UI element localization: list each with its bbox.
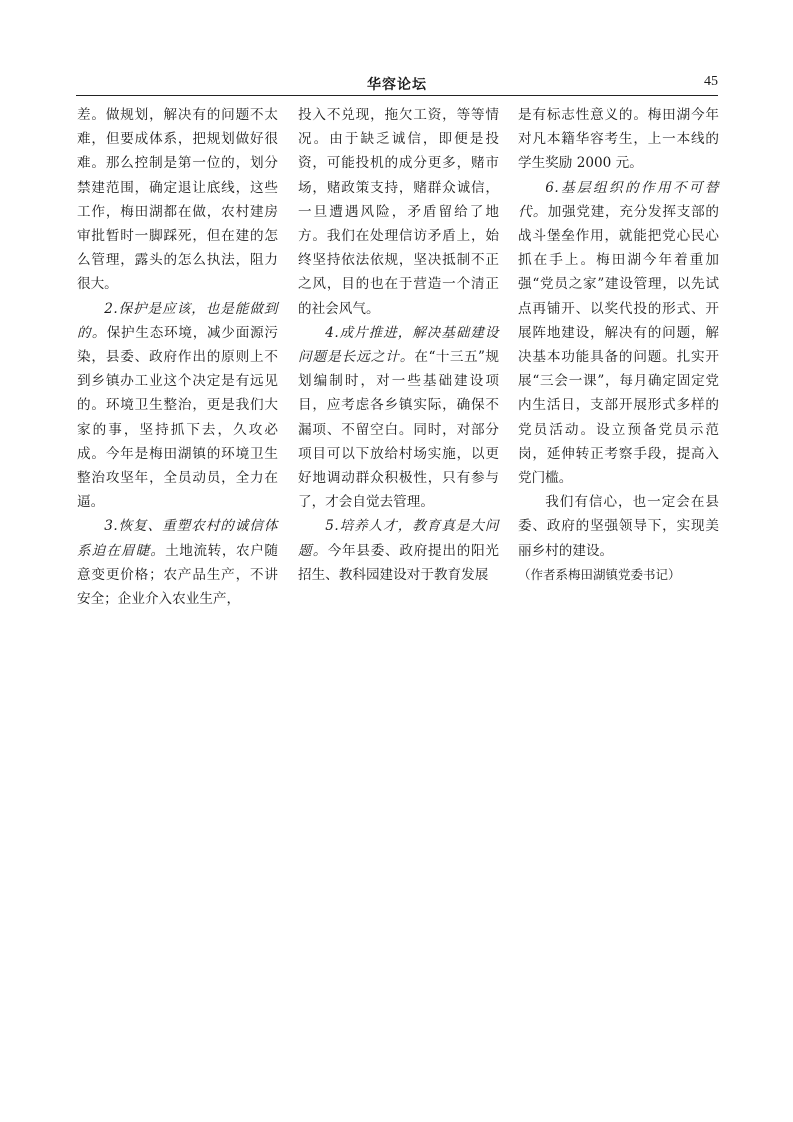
text-column-3	[518, 103, 719, 587]
paragraph: 6.基层组织的作用不可替代。加强党建，充分发挥支部的战斗堡垒作用，就能把党心民心抓在手上。梅田湖今年着重加强“党员之家”建设管理，以先试点再铺开、以奖代投的形式、开展阵地建设，解决有的问题，解决基本功能具备的问题。扎实开展“三会一课”，每月确定固定党内生活日，支部开展形式多样的党员活动。设立预备党员示范岗，延伸转正考察手段，提高入党门槛。	[518, 179, 720, 487]
author-note: （作者系梅田湖镇党委书记）	[518, 566, 681, 582]
text-column-2	[298, 103, 499, 587]
header-rule	[76, 95, 718, 96]
text-column-1	[77, 103, 278, 611]
section-heading: 4.成片推进，解决基础建设问题是长远之计。	[298, 324, 499, 366]
paragraph: 投入不兑现，拖欠工资，等等情况。由于缺乏诚信，即便是投资，可能投机的成分更多，赌市场，赌政策支持，赌群众诚信，一旦遭遇风险，矛盾留给了地方。我们在处理信访矛盾上，始终坚持依法依规，坚决抵制不正之风，目的也在于营造一个清正的社会风气。	[298, 107, 499, 317]
section-heading: 6.基层组织的作用不可替代。	[518, 179, 719, 220]
paragraph: 我们有信心，也一定会在县委、政府的坚强领导下，实现美丽乡村的建设。	[518, 494, 719, 559]
section-heading: 5.培养人才，教育真是大问题。	[298, 518, 499, 559]
paragraph: 是有标志性意义的。梅田湖今年对凡本籍华容考生，上一本线的学生奖励 2000 元。	[518, 107, 719, 172]
running-header	[76, 74, 718, 94]
journal-title: 华容论坛	[367, 77, 427, 93]
paragraph: 4.成片推进，解决基础建设问题是长远之计。在“十三五”规划编制时，对一些基础建设项目，应考虑各乡镇实际，确保不漏项、不留空白。同时，对部分项目可以下放给村场实施，以更好地调动群众积极性，只有参与了，才会自觉去管理。	[298, 324, 500, 511]
paragraph: 5.培养人才，教育真是大问题。今年县委、政府提出的阳光招生、教科园建设对于教育发展	[298, 518, 500, 583]
section-heading: 2.保护是应该，也是能做到的。	[77, 300, 278, 341]
page-number: 45	[704, 74, 718, 89]
paragraph: 差。做规划，解决有的问题不太难，但要成体系，把规划做好很难。那么控制是第一位的，划分禁建范围，确定退让底线，这些工作，梅田湖都在做，农村建房审批暂时一脚踩死，但在建的怎么管理，露头的怎么执法，阻力很大。	[77, 107, 278, 293]
paragraph: 3.恢复、重塑农村的诚信体系迫在眉睫。土地流转，农户随意变更价格；农产品生产，不讲安全；企业介入农业生产，	[77, 518, 279, 608]
paragraph: 2.保护是应该，也是能做到的。保护生态环境，减少面源污染，县委、政府作出的原则上不到乡镇办工业这个决定是有远见的。环境卫生整治，更是我们大家的事，坚持抓下去，久攻必成。今年是梅田湖镇的环境卫生整治攻坚年，全员动员，全力在逼。	[77, 300, 279, 511]
section-heading: 3.恢复、重塑农村的诚信体系迫在眉睫。	[77, 518, 278, 559]
